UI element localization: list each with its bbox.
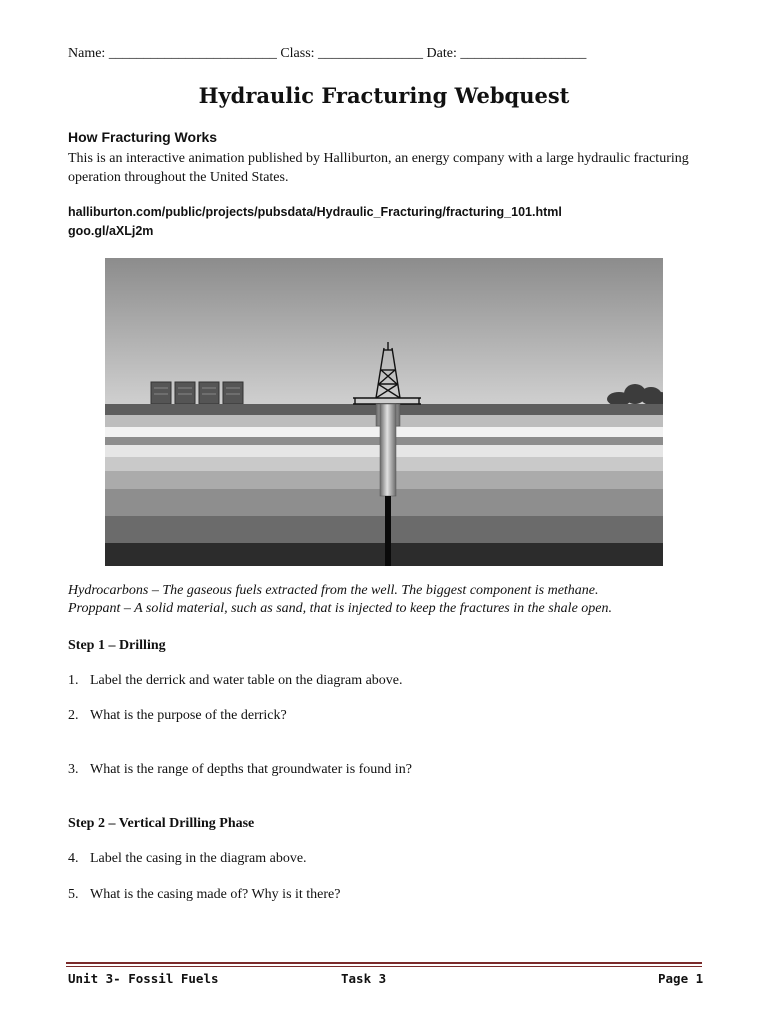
question-text: What is the purpose of the derrick? (90, 708, 287, 723)
footer-unit: Unit 3- Fossil Fuels (68, 971, 219, 986)
question-number: 5. (68, 887, 79, 902)
well-bore (385, 496, 391, 566)
definition-text: – A solid material, such as sand, that is injected to keep the fractures in the shale open. (120, 601, 613, 616)
step-1-heading: Step 1 – Drilling (68, 638, 166, 653)
question-text: What is the range of depths that groundwater is found in? (90, 762, 412, 777)
question-3 (68, 762, 412, 778)
intro-paragraph: This is an interactive animation published by Halliburton, an energy company with a large hydraulic fracturing operation throughout the United States. (68, 151, 689, 185)
question-text: Label the derrick and water table on the diagram above. (90, 673, 403, 688)
question-4 (68, 851, 307, 867)
question-text: Label the casing in the diagram above. (90, 851, 307, 866)
question-number: 2. (68, 708, 79, 723)
footer-rule-thin (66, 966, 702, 967)
definition-hydrocarbons (68, 583, 599, 599)
step-2-heading: Step 2 – Vertical Drilling Phase (68, 816, 255, 831)
definition-text: – The gaseous fuels extracted from the well. The biggest component is methane. (148, 583, 599, 598)
footer-rule (66, 962, 702, 964)
page-title: Hydraulic Fracturing Webquest (198, 83, 570, 108)
header-fill-in-line: Name: ________________________ Class: _______________ Date: __________________ (68, 46, 587, 61)
definition-term: Hydrocarbons (68, 583, 149, 598)
footer-task: Task 3 (341, 971, 387, 986)
question-5 (68, 887, 341, 903)
question-2 (68, 708, 287, 724)
definition-term: Proppant (68, 601, 121, 616)
short-url-link[interactable]: goo.gl/aXLj2m (68, 224, 154, 238)
question-number: 4. (68, 851, 79, 866)
definition-proppant (68, 601, 612, 617)
halliburton-url-link[interactable]: halliburton.com/public/projects/pubsdata/Hydraulic_Fracturing/fracturing_101.html (68, 205, 562, 219)
casing (380, 404, 396, 496)
shale-layer (105, 543, 663, 566)
question-text: What is the casing made of? Why is it there? (90, 887, 341, 902)
layer-band (105, 516, 663, 543)
fracturing-diagram (105, 258, 663, 566)
footer-page-number: Page 1 (658, 971, 704, 986)
question-number: 3. (68, 762, 79, 777)
question-1 (68, 673, 403, 689)
question-number: 1. (68, 673, 79, 688)
section-heading: How Fracturing Works (68, 129, 218, 145)
